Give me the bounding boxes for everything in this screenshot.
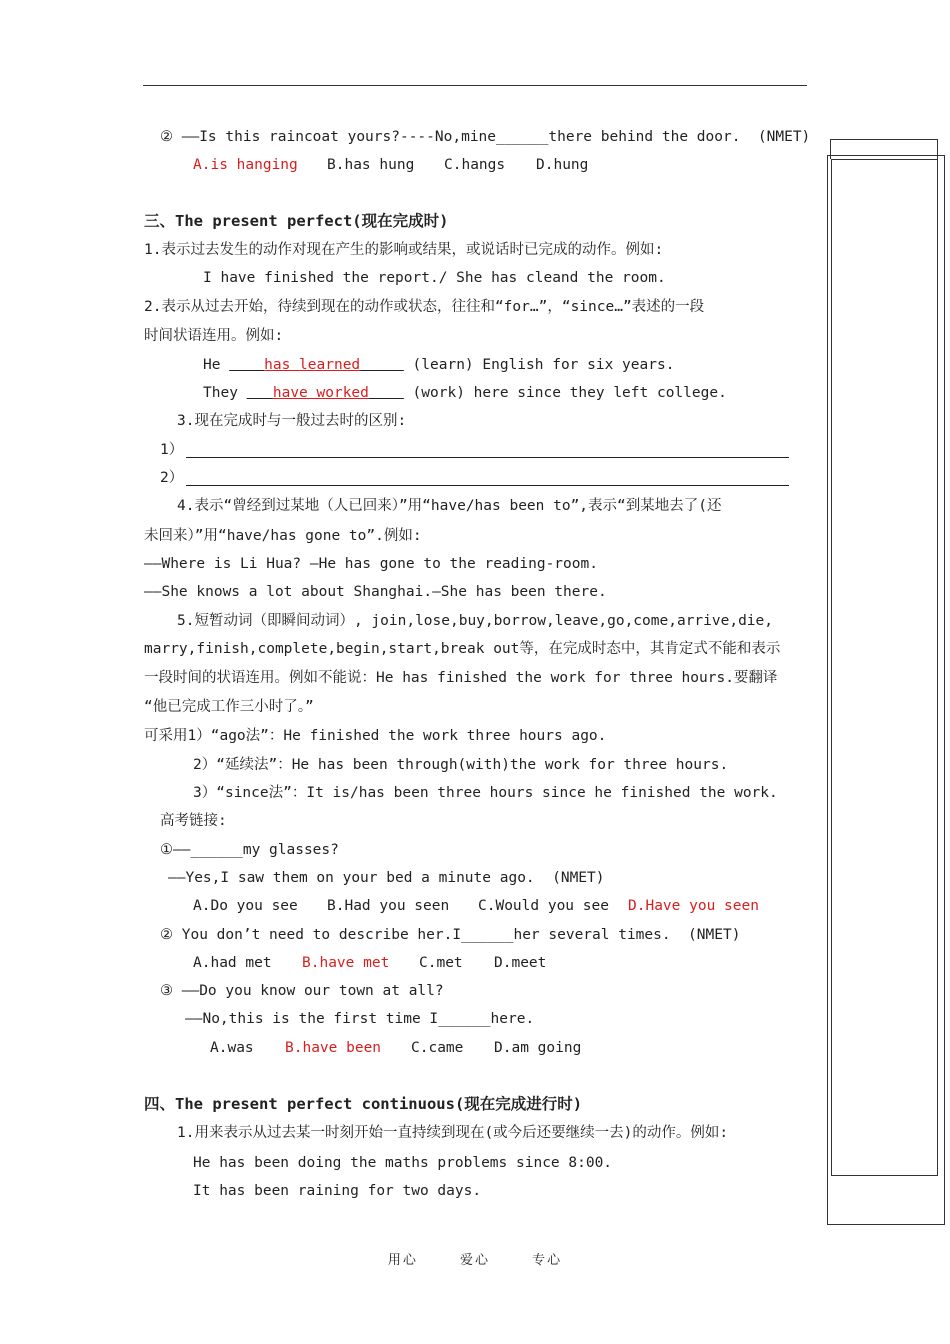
blank-line-2 [186, 485, 789, 486]
blank-item-2-label: 2） [160, 470, 184, 486]
method-1: 可采用1）“ago法”：He finished the work three hours ago. [144, 728, 607, 744]
q1-option-b: B.Had you seen [327, 898, 450, 914]
section3-point5-line2: marry,finish,complete,begin,start,break out等，在完成时态中，其肯定式不能和表示 [144, 641, 781, 657]
answer-blank [369, 385, 404, 401]
example-text: He [203, 357, 230, 373]
q3-option-a: A.was [210, 1040, 254, 1056]
q1-option-d-answer: D.Have you seen [628, 898, 759, 914]
q2-option-a: A.had met [193, 955, 272, 971]
section4-point1: 1.用来表示从过去某一时刻开始一直持续到现在(或今后还要继续一去)的动作。例如: [177, 1125, 729, 1141]
example-text: (learn) English for six years. [403, 357, 675, 373]
blank-item-1-label: 1） [160, 442, 184, 458]
section3-point2-line1: 2.表示从过去开始，待续到现在的动作或状态，往往和“for…”，“since…”表述的一段 [144, 299, 705, 315]
q2-option-d: D.meet [494, 955, 547, 971]
section3-point4-example2: ——She knows a lot about Shanghai.—She has been there. [144, 584, 607, 600]
question-number: ② [160, 129, 173, 145]
section3-title: 三、The present perfect(现在完成时) [144, 212, 449, 230]
option-a-answer: A.is hanging [193, 157, 298, 173]
section3-point1-example: I have finished the report./ She has cleand the room. [203, 270, 666, 286]
footer-word-1: 用心 [387, 1253, 418, 1268]
section3-point3: 3.现在完成时与一般过去时的区别: [177, 413, 407, 429]
q2-option-b-answer: B.have met [302, 955, 390, 971]
section4-title: 四、The present perfect continuous(现在完成进行时) [144, 1095, 583, 1113]
example-text: They [203, 385, 247, 401]
section3-point2-line2: 时间状语连用。例如: [144, 328, 284, 344]
q1-option-a: A.Do you see [193, 898, 298, 914]
section3-point4-line2: 未回来）”用“have/has gone to”.例如: [144, 528, 422, 544]
section3-point5-line3: 一段时间的状语连用。例如不能说：He has finished the work for three hours.要翻译 [144, 670, 778, 686]
q2-line1: ② You don’t need to describe her.I______her several times. (NMET) [160, 927, 741, 943]
section4-example2: It has been raining for two days. [193, 1183, 482, 1199]
header-rule [143, 85, 807, 86]
answer-blank [247, 385, 273, 401]
q3-option-d: D.am going [494, 1040, 582, 1056]
q3-line1: ③ ——Do you know our town at all? [160, 983, 444, 999]
question-top [160, 127, 810, 147]
method-3: 3）“since法”：It is/has been three hours since he finished the work. [193, 785, 778, 801]
footer-word-3: 专心 [532, 1253, 563, 1268]
section3-point5-line1: 5.短暂动词（即瞬间动词）, join,lose,buy,borrow,leave,go,come,arrive,die, [177, 613, 773, 629]
blank-line-1 [186, 457, 789, 458]
q2-option-c: C.met [419, 955, 463, 971]
side-panel-inner [831, 159, 938, 1176]
section3-example-2 [203, 383, 727, 403]
q1-option-c: C.Would you see [478, 898, 609, 914]
answer-fill: have worked [272, 385, 369, 401]
option-d: D.hung [536, 157, 589, 173]
question-text: ——Is this raincoat yours?----No,mine______there behind the door. (NMET) [181, 129, 811, 145]
section3-point1: 1.表示过去发生的动作对现在产生的影响或结果，或说话时已完成的动作。例如: [144, 242, 664, 258]
q3-option-c: C.came [411, 1040, 464, 1056]
section4-example1: He has been doing the maths problems since 8:00. [193, 1155, 613, 1171]
section3-example-1 [203, 355, 674, 375]
answer-blank [360, 357, 404, 373]
section3-point4-example1: ——Where is Li Hua? —He has gone to the reading-room. [144, 556, 598, 572]
q1-line2: ——Yes,I saw them on your bed a minute ago. (NMET) [168, 870, 605, 886]
option-b: B.has hung [327, 157, 415, 173]
method-2: 2）“延续法”：He has been through(with)the work for three hours. [193, 757, 729, 773]
example-text: (work) here since they left college. [403, 385, 727, 401]
gaokao-link-label: 高考链接: [160, 813, 227, 829]
page-footer [0, 1249, 950, 1268]
q1-line1: ①——______my glasses? [160, 842, 339, 858]
section3-point5-line4: “他已完成工作三小时了。” [144, 699, 314, 715]
answer-fill: has learned [264, 357, 361, 373]
q3-option-b-answer: B.have been [285, 1040, 382, 1056]
option-c: C.hangs [444, 157, 506, 173]
footer-word-2: 爱心 [459, 1253, 490, 1268]
answer-blank [229, 357, 264, 373]
section3-point4-line1: 4.表示“曾经到过某地（人已回来）”用“have/has been to”,表示“到某地去了(还 [177, 498, 722, 514]
q3-line2: ——No,this is the first time I______here. [185, 1011, 535, 1027]
